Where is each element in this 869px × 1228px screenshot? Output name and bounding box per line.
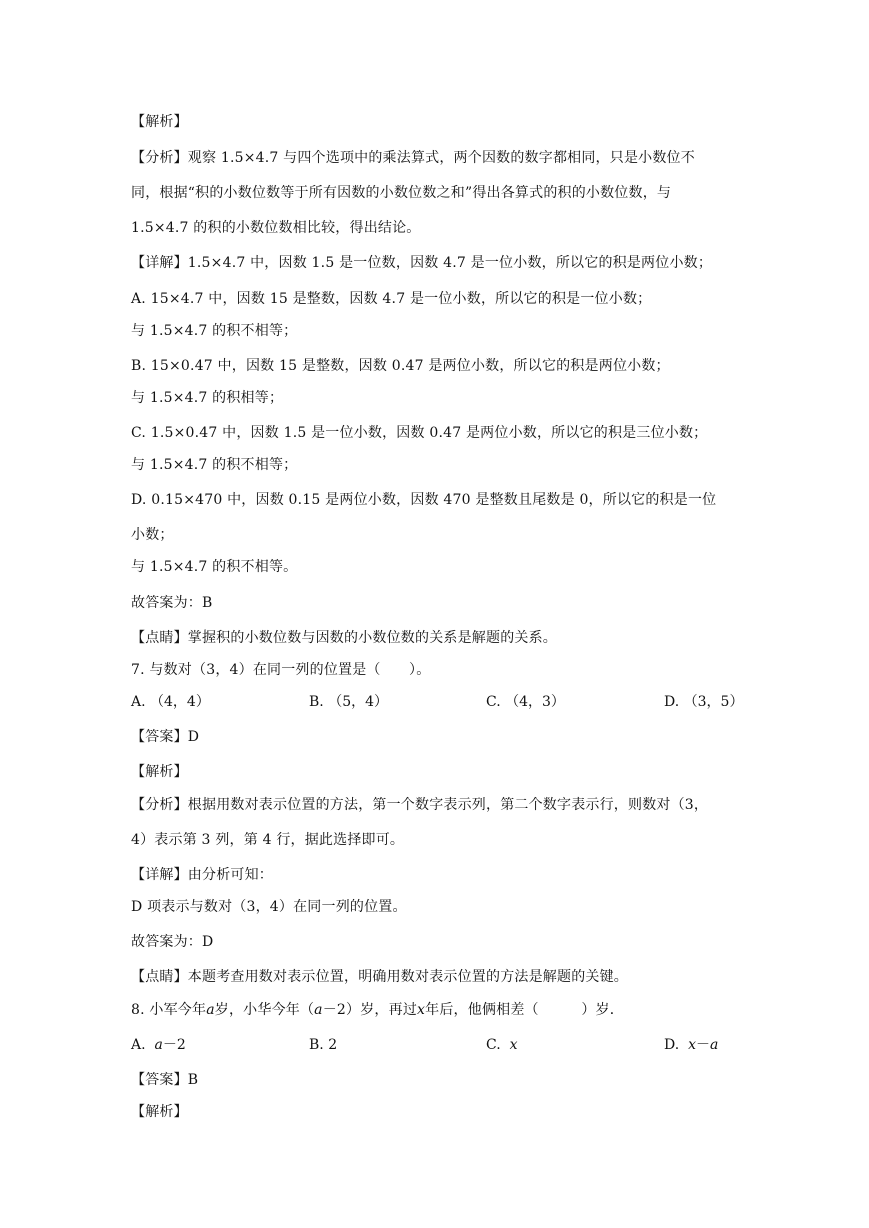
q8-options xyxy=(131,1035,741,1055)
q8-option-a xyxy=(131,1035,186,1055)
q8-option-b: B. 2 xyxy=(309,1037,338,1053)
text-line: C. 1.5×0.47 中，因数 1.5 是一位小数，因数 0.47 是两位小数，所以它的积是三位小数； xyxy=(131,425,708,441)
text-line: 【答案】D xyxy=(131,729,200,745)
text-line: 【分析】根据用数对表示位置的方法，第一个数字表示列，第二个数字表示行，则数对（3， xyxy=(131,797,709,813)
q8-var-x: x xyxy=(417,1002,426,1018)
text-line: 与 1.5×4.7 的积不相等； xyxy=(131,323,298,339)
q7-option-d: D. （3，5） xyxy=(664,694,744,710)
q7-option-b: B. （5，4） xyxy=(309,694,389,710)
text-line: B. 15×0.47 中，因数 15 是整数，因数 0.47 是两位小数，所以它的积是两位小数； xyxy=(131,358,670,374)
text-line: D. 0.15×470 中，因数 0.15 是两位小数，因数 470 是整数且尾数是 0，所以它的积是一位 xyxy=(131,492,717,508)
text-line: 【点睛】本题考查用数对表示位置，明确用数对表示位置的方法是解题的关键。 xyxy=(131,969,628,985)
option-var: a xyxy=(710,1037,719,1053)
text-line: 故答案为：B xyxy=(131,595,213,611)
q7-option-a: A. （4，4） xyxy=(131,694,210,710)
q8-var-a: a xyxy=(206,1002,215,1018)
q8-var-a: a xyxy=(314,1002,323,1018)
q7-options xyxy=(131,692,744,712)
q8-text: 岁，小华今年（ xyxy=(214,1002,315,1018)
option-var: x xyxy=(509,1037,518,1053)
text-line: 【解析】 xyxy=(131,764,188,780)
text-line: A. 15×4.7 中，因数 15 是整数，因数 4.7 是一位小数，所以它的积是一位小数； xyxy=(131,291,652,307)
text-line: D 项表示与数对（3，4）在同一列的位置。 xyxy=(131,899,407,915)
question-8 xyxy=(131,1000,624,1020)
text-line: 4）表示第 3 列，第 4 行，据此选择即可。 xyxy=(131,832,405,848)
text-line: 同，根据“积的小数位数等于所有因数的小数位数之和”得出各算式的积的小数位数，与 xyxy=(131,185,672,201)
option-text: －2 xyxy=(162,1037,186,1053)
text-line: 【解析】 xyxy=(131,114,188,130)
text-line: 【解析】 xyxy=(131,1104,188,1120)
option-label: C. xyxy=(486,1037,501,1053)
q8-option-c xyxy=(486,1035,517,1055)
option-var: a xyxy=(154,1037,163,1053)
question-7: 7. 与数对（3，4）在同一列的位置是（ ）。 xyxy=(131,662,431,678)
q8-text: －2）岁，再过 xyxy=(322,1002,418,1018)
option-var: x xyxy=(688,1037,696,1053)
text-line: 与 1.5×4.7 的积不相等。 xyxy=(131,559,298,575)
q8-text: 年后，他俩相差（ ）岁． xyxy=(425,1002,624,1018)
text-line: 【答案】B xyxy=(131,1072,199,1088)
q8-text: 8. 小军今年 xyxy=(131,1002,207,1018)
text-line: 【详解】1.5×4.7 中，因数 1.5 是一位数，因数 4.7 是一位小数，所以它的积是两位小数； xyxy=(131,255,713,271)
text-line: 【点睛】掌握积的小数位数与因数的小数位数的关系是解题的关系。 xyxy=(131,630,557,646)
text-line: 与 1.5×4.7 的积不相等； xyxy=(131,457,298,473)
text-line: 故答案为：D xyxy=(131,934,214,950)
q8-option-d xyxy=(664,1035,718,1055)
text-line: 【分析】观察 1.5×4.7 与四个选项中的乘法算式，两个因数的数字都相同，只是小数位不 xyxy=(131,150,695,166)
option-label: A. xyxy=(131,1037,146,1053)
q7-option-c: C. （4，3） xyxy=(486,694,565,710)
text-line: 小数； xyxy=(131,527,174,543)
text-line: 【详解】由分析可知： xyxy=(131,867,273,883)
option-label: D. xyxy=(664,1037,680,1053)
text-line: 与 1.5×4.7 的积相等； xyxy=(131,390,284,406)
option-text: － xyxy=(696,1037,710,1053)
text-line: 1.5×4.7 的积的小数位数相比较，得出结论。 xyxy=(131,220,421,236)
